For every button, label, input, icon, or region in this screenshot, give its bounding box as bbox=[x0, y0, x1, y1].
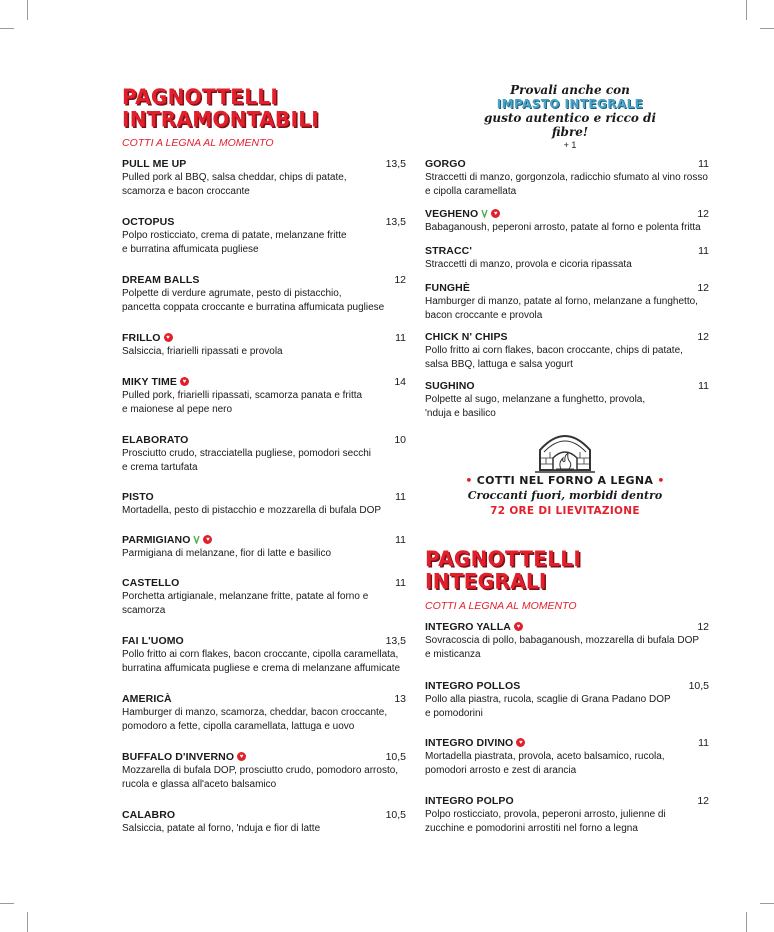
menu-item-price: 11 bbox=[698, 157, 709, 170]
menu-item-price: 11 bbox=[698, 379, 709, 392]
menu-item-name-text: AMERICÀ bbox=[122, 692, 172, 705]
menu-item-description: Salsiccia, friarielli ripassati e provola bbox=[122, 346, 283, 357]
menu-item-name bbox=[425, 245, 472, 257]
menu-item-description: Pulled pork al BBQ, salsa cheddar, chips di patate, scamorza e bacon croccante bbox=[122, 172, 347, 197]
menu-item-name bbox=[425, 795, 514, 807]
menu-item-description: Mozzarella di bufala DOP, prosciutto crudo, pomodoro arrosto, rucola e glassa all'aceto balsamico bbox=[122, 765, 399, 790]
menu-item-name-text: FRILLO bbox=[122, 331, 161, 344]
menu-item bbox=[122, 273, 406, 314]
menu-item-header bbox=[122, 433, 406, 446]
menu-item-price: 11 bbox=[698, 736, 709, 749]
menu-item-description: Porchetta artigianale, melanzane fritte, patate al forno e scamorza bbox=[122, 591, 369, 616]
promo-line: gusto autentico e ricco di fibre! bbox=[483, 111, 657, 139]
menu-item-name bbox=[122, 635, 184, 647]
menu-item bbox=[425, 736, 709, 777]
menu-item-name bbox=[122, 332, 173, 344]
menu-item-description: Polpo rosticciato, crema di patate, melanzane fritte e burratina affumicata pugliese bbox=[122, 230, 347, 255]
menu-item bbox=[425, 281, 709, 322]
menu-item-description: Polpette di verdure agrumate, pesto di pistacchio, pancetta coppata croccante e burratina affumicata pugliese bbox=[122, 288, 385, 313]
menu-item bbox=[122, 375, 406, 416]
menu-item-header bbox=[122, 576, 406, 589]
bullet: • bbox=[657, 474, 665, 487]
menu-item-description: Pollo alla piastra, rucola, scaglie di Grana Padano DOP e pomodorini bbox=[425, 694, 671, 719]
menu-item-header bbox=[425, 207, 709, 220]
menu-item-name bbox=[425, 158, 466, 170]
crop-mark bbox=[746, 0, 747, 20]
spicy-icon: ♥ bbox=[180, 377, 189, 386]
menu-item-name bbox=[122, 534, 212, 546]
menu-item-price: 12 bbox=[697, 281, 709, 294]
menu-item-name bbox=[122, 274, 200, 286]
menu-item-name bbox=[122, 434, 188, 446]
section-title-integrali bbox=[425, 545, 582, 594]
menu-item-name-text: DREAM BALLS bbox=[122, 273, 200, 286]
menu-item-name-text: INTEGRO YALLA bbox=[425, 620, 511, 633]
menu-item-description: Parmigiana di melanzane, fior di latte e basilico bbox=[122, 548, 331, 559]
menu-item-description: Pulled pork, friarielli ripassati, scamorza panata e fritta e maionese al pepe nero bbox=[122, 390, 363, 415]
menu-item-header bbox=[425, 620, 709, 633]
menu-item-price: 11 bbox=[395, 576, 406, 589]
menu-item-name-text: VEGHENO bbox=[425, 207, 479, 220]
crop-mark bbox=[27, 0, 28, 20]
menu-item-name bbox=[425, 380, 475, 392]
wood-oven-badge bbox=[455, 428, 675, 517]
menu-item-name bbox=[122, 491, 154, 503]
menu-item-header bbox=[425, 736, 709, 749]
menu-item-header bbox=[122, 808, 406, 821]
menu-item-description: Mortadella, pesto di pistacchio e mozzarella di bufala DOP bbox=[122, 505, 382, 516]
menu-item-header bbox=[425, 794, 709, 807]
menu-item bbox=[122, 533, 406, 561]
menu-item-price: 13,5 bbox=[385, 157, 406, 170]
menu-item-header bbox=[122, 375, 406, 388]
crop-mark bbox=[746, 912, 747, 932]
menu-item-name bbox=[122, 158, 186, 170]
menu-item-header bbox=[122, 634, 406, 647]
menu-item-header bbox=[425, 330, 709, 343]
menu-item-name-text: INTEGRO POLLOS bbox=[425, 679, 521, 692]
menu-item-name bbox=[122, 577, 179, 589]
menu-item-name-text: SUGHINO bbox=[425, 379, 475, 392]
menu-item-name bbox=[122, 751, 246, 763]
menu-item-price: 10,5 bbox=[385, 808, 406, 821]
menu-item-name-text: PULL ME UP bbox=[122, 157, 187, 170]
menu-item-description: Mortadella piastrata, provola, aceto balsamico, rucola, pomodori arrosto e zest di arancia bbox=[425, 751, 665, 776]
menu-item-name bbox=[425, 282, 470, 294]
menu-item-description: Hamburger di manzo, scamorza, cheddar, bacon croccante, pomodoro a fette, cipolla caramellata, lattuga e uovo bbox=[122, 707, 388, 732]
menu-item-header bbox=[425, 379, 709, 392]
oven-title-text: COTTI NEL FORNO A LEGNA bbox=[476, 474, 654, 487]
spicy-icon: ♥ bbox=[164, 333, 173, 342]
crop-mark bbox=[760, 28, 774, 29]
promo-highlight: IMPASTO INTEGRALE bbox=[496, 97, 644, 111]
menu-item bbox=[122, 808, 406, 836]
crop-mark bbox=[760, 903, 774, 904]
menu-item-description: Sovracoscia di pollo, babaganoush, mozzarella di bufala DOP e misticanza bbox=[425, 635, 700, 660]
menu-item-header bbox=[425, 157, 709, 170]
menu-item-price: 12 bbox=[697, 620, 709, 633]
title-line: INTRAMONTABILI bbox=[122, 106, 319, 132]
menu-item-description: Polpo rosticciato, provola, peperoni arrosto, julienne di zucchine e pomodorini arrostiti nel forno a legna bbox=[425, 809, 666, 834]
menu-item-description: Polpette al sugo, melanzane a funghetto, provola, 'nduja e basilico bbox=[425, 394, 646, 419]
vegetarian-icon bbox=[481, 209, 488, 218]
oven-icon bbox=[455, 428, 675, 474]
menu-item-name bbox=[425, 621, 523, 633]
vegetarian-icon bbox=[193, 535, 200, 544]
menu-item-price: 10,5 bbox=[385, 750, 406, 763]
menu-item-name bbox=[425, 737, 525, 749]
menu-item-header bbox=[425, 281, 709, 294]
menu-item-name-text: FUNGHÈ bbox=[425, 281, 470, 294]
menu-item-name bbox=[122, 376, 189, 388]
leavening-note: 72 ORE DI LIEVITAZIONE bbox=[490, 505, 640, 517]
menu-item-description: Babaganoush, peperoni arrosto, patate al forno e polenta fritta bbox=[425, 222, 701, 233]
crop-mark bbox=[0, 28, 14, 29]
menu-item bbox=[122, 490, 406, 518]
menu-item-name-text: CHICK N' CHIPS bbox=[425, 330, 508, 343]
menu-item-header bbox=[122, 215, 406, 228]
menu-item-description: Prosciutto crudo, stracciatella pugliese, pomodori secchi e crema tartufata bbox=[122, 448, 372, 473]
menu-item-name-text: INTEGRO POLPO bbox=[425, 794, 514, 807]
menu-item-header bbox=[425, 679, 709, 692]
menu-item-price: 12 bbox=[697, 794, 709, 807]
menu-item-name-text: PARMIGIANO bbox=[122, 533, 191, 546]
section-subtitle: COTTI A LEGNA AL MOMENTO bbox=[122, 137, 274, 149]
menu-item-price: 12 bbox=[697, 207, 709, 220]
menu-item-description: Straccetti di manzo, gorgonzola, radicchio sfumato al vino rosso e cipolla caramellata bbox=[425, 172, 708, 197]
menu-item-price: 11 bbox=[395, 331, 406, 344]
menu-item-name-text: ELABORATO bbox=[122, 433, 189, 446]
spicy-icon: ♥ bbox=[203, 535, 212, 544]
menu-item-name-text: STRACC' bbox=[425, 244, 472, 257]
menu-item bbox=[122, 692, 406, 733]
promo-price: + 1 bbox=[563, 140, 577, 150]
menu-item bbox=[122, 634, 406, 675]
menu-item-name bbox=[122, 693, 172, 705]
menu-item-description: Salsiccia, patate al forno, 'nduja e fior di latte bbox=[122, 823, 321, 834]
menu-item bbox=[425, 379, 709, 420]
menu-item-name-text: MIKY TIME bbox=[122, 375, 177, 388]
menu-item-price: 11 bbox=[395, 533, 406, 546]
menu-item bbox=[122, 157, 406, 198]
title-line: PAGNOTTELLI bbox=[425, 545, 582, 572]
menu-item-name bbox=[122, 216, 174, 228]
title-line: INTEGRALI bbox=[425, 568, 547, 594]
menu-item-price: 12 bbox=[394, 273, 406, 286]
menu-item bbox=[425, 330, 709, 371]
menu-item-header bbox=[122, 750, 406, 763]
menu-item-price: 11 bbox=[395, 490, 406, 503]
menu-item-description: Pollo fritto ai corn flakes, bacon croccante, chips di patate, salsa BBQ, lattuga e salsa yogurt bbox=[425, 345, 683, 370]
menu-item-description: Pollo fritto ai corn flakes, bacon croccante, cipolla caramellata, burratina affumicata pugliese e crema di melanzane affumicate bbox=[122, 649, 401, 674]
menu-item-header bbox=[122, 533, 406, 546]
menu-item-price: 14 bbox=[394, 375, 406, 388]
menu-item-header bbox=[122, 157, 406, 170]
menu-item-price: 10,5 bbox=[688, 679, 709, 692]
menu-item bbox=[122, 331, 406, 359]
menu-item-description: Hamburger di manzo, patate al forno, melanzane a funghetto, bacon croccante e provola bbox=[425, 296, 698, 321]
title-line: PAGNOTTELLI bbox=[122, 83, 279, 110]
menu-item-price: 12 bbox=[697, 330, 709, 343]
crop-mark bbox=[0, 903, 14, 904]
menu-item bbox=[425, 679, 709, 720]
menu-item-name bbox=[425, 208, 500, 220]
menu-item-header bbox=[122, 273, 406, 286]
menu-item-name-text: CASTELLO bbox=[122, 576, 180, 589]
section-subtitle: COTTI A LEGNA AL MOMENTO bbox=[425, 600, 577, 612]
menu-item-name bbox=[425, 331, 508, 343]
integral-dough-promo bbox=[470, 83, 670, 150]
menu-item-name-text: OCTOPUS bbox=[122, 215, 175, 228]
menu-item bbox=[122, 576, 406, 617]
menu-item-price: 10 bbox=[394, 433, 406, 446]
menu-item-name-text: GORGO bbox=[425, 157, 466, 170]
menu-item bbox=[425, 244, 709, 272]
section-title-intramontabili bbox=[122, 83, 319, 132]
menu-item-name-text: BUFFALO D'INVERNO bbox=[122, 750, 235, 763]
menu-item bbox=[425, 794, 709, 835]
menu-item-price: 13,5 bbox=[385, 215, 406, 228]
menu-item-name-text: FAI L'UOMO bbox=[122, 634, 184, 647]
spicy-icon: ♥ bbox=[514, 622, 523, 631]
menu-item-name bbox=[425, 680, 520, 692]
oven-subtitle: Croccanti fuori, morbidi dentro bbox=[467, 489, 663, 502]
menu-item-price: 11 bbox=[698, 244, 709, 257]
bullet: • bbox=[465, 474, 473, 487]
menu-item-description: Straccetti di manzo, provola e cicoria ripassata bbox=[425, 259, 632, 270]
menu-item-name bbox=[122, 809, 175, 821]
menu-item-header bbox=[122, 331, 406, 344]
menu-item-price: 13,5 bbox=[385, 634, 406, 647]
menu-item-name-text: PISTO bbox=[122, 490, 154, 503]
menu-item-price: 13 bbox=[394, 692, 406, 705]
menu-item-header bbox=[425, 244, 709, 257]
spicy-icon: ♥ bbox=[516, 738, 525, 747]
menu-item-header bbox=[122, 490, 406, 503]
menu-item bbox=[425, 157, 709, 198]
menu-item-name-text: INTEGRO DIVINO bbox=[425, 736, 514, 749]
oven-title bbox=[455, 474, 675, 487]
promo-line: Provali anche con bbox=[510, 83, 630, 97]
menu-item bbox=[122, 750, 406, 791]
menu-item bbox=[122, 433, 406, 474]
crop-mark bbox=[27, 912, 28, 932]
menu-item-name-text: CALABRO bbox=[122, 808, 176, 821]
menu-item bbox=[425, 620, 709, 661]
menu-item-header bbox=[122, 692, 406, 705]
spicy-icon: ♥ bbox=[491, 209, 500, 218]
spicy-icon: ♥ bbox=[237, 752, 246, 761]
menu-item bbox=[122, 215, 406, 256]
menu-item bbox=[425, 207, 709, 235]
